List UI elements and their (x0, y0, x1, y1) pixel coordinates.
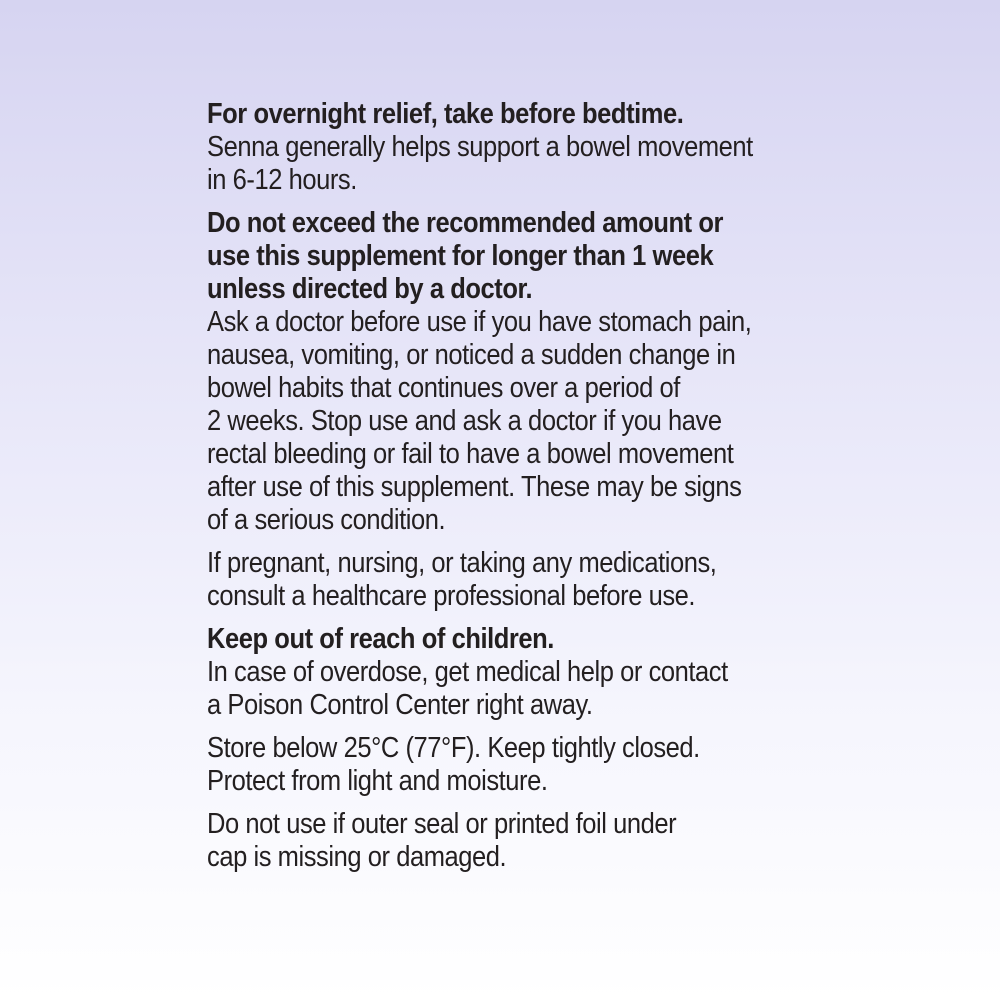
section-warning (207, 207, 823, 537)
body-line: Senna generally helps support a bowel movement (207, 131, 753, 163)
body-line: nausea, vomiting, or noticed a sudden change in (207, 339, 736, 371)
heading-children: Keep out of reach of children. (207, 623, 554, 655)
body-line: Do not use if outer seal or printed foil under (207, 808, 677, 840)
body-line: after use of this supplement. These may be signs (207, 471, 742, 503)
body-line: Ask a doctor before use if you have stomach pain, (207, 306, 752, 338)
body-line: In case of overdose, get medical help or contact (207, 656, 728, 688)
body-line: bowel habits that continues over a period of (207, 372, 680, 404)
body-line: cap is missing or damaged. (207, 841, 507, 873)
body-line: a Poison Control Center right away. (207, 689, 593, 721)
body-line: of a serious condition. (207, 504, 446, 536)
body-line: 2 weeks. Stop use and ask a doctor if you have (207, 405, 722, 437)
heading-warning-line: use this supplement for longer than 1 week (207, 240, 714, 272)
body-line: consult a healthcare professional before use. (207, 580, 696, 612)
heading-warning-line: unless directed by a doctor. (207, 273, 533, 305)
body-line: Store below 25°C (77°F). Keep tightly closed. (207, 732, 700, 764)
section-pregnancy (207, 547, 823, 613)
body-line: rectal bleeding or fail to have a bowel movement (207, 438, 734, 470)
section-storage (207, 732, 823, 798)
section-children (207, 623, 823, 722)
body-line: If pregnant, nursing, or taking any medications, (207, 547, 717, 579)
heading-warning-line: Do not exceed the recommended amount or (207, 207, 724, 239)
body-line: Protect from light and moisture. (207, 765, 548, 797)
heading-bedtime: For overnight relief, take before bedtime. (207, 98, 684, 130)
section-bedtime (207, 98, 823, 197)
section-seal (207, 808, 823, 874)
directions-text-block (207, 98, 847, 874)
body-line: in 6-12 hours. (207, 164, 357, 196)
